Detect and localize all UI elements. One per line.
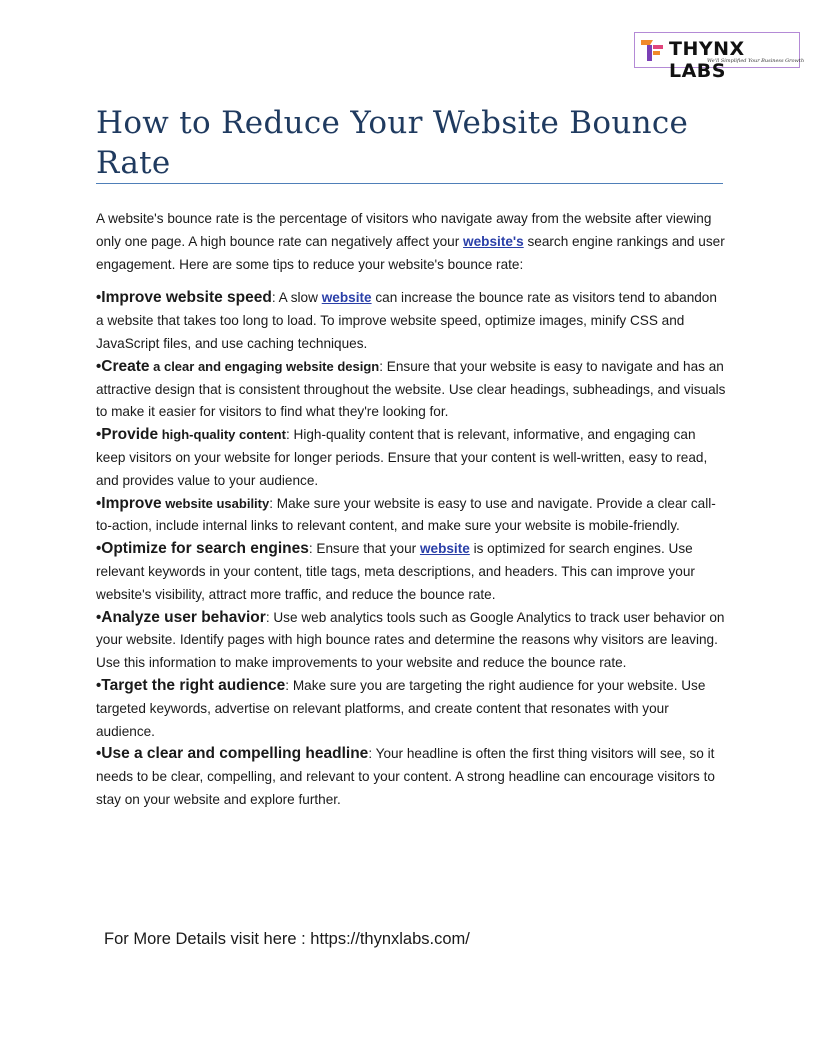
tip-heading-rest: website usability <box>161 495 270 511</box>
tip-list-item <box>96 493 726 539</box>
article-body <box>96 208 726 812</box>
bullet-icon: • <box>96 357 102 375</box>
tip-text: can increase the bounce rate as visitors tend to abandon a website that takes too long to load. To improve website speed, optimize images, minify CSS and JavaScript files, and use caching techniques. <box>96 290 717 351</box>
tip-list-item <box>96 356 726 424</box>
tip-list-item <box>96 424 726 492</box>
intro-paragraph <box>96 208 726 276</box>
tip-heading: Use a clear and compelling headline <box>101 745 369 763</box>
tip-list-item <box>96 607 726 675</box>
tip-text: : Ensure that your website is easy to navigate and has an attractive design that is consistent throughout the website. Use clear headings, subheadings, and visuals to make it easier for visitors to find what they're looking for. <box>96 358 726 420</box>
tip-text: : Make sure your website is easy to use and navigate. Provide a clear call-to-action, include internal links to relevant content, and make sure your website is mobile-friendly. <box>96 495 716 534</box>
tip-list-item <box>96 675 726 743</box>
tip-heading: Optimize for search engines <box>101 540 309 558</box>
bullet-icon: • <box>96 494 102 512</box>
thynx-labs-logo[interactable] <box>634 32 805 82</box>
tip-website-link[interactable]: website <box>419 541 470 557</box>
tip-list-item <box>96 743 726 811</box>
tip-heading: Improve website speed <box>101 289 272 307</box>
logo-brand-text: THYNX LABS <box>669 38 745 82</box>
tip-text: : Ensure that your <box>308 541 420 557</box>
bullet-icon: • <box>96 745 102 763</box>
tip-list-item <box>96 538 726 606</box>
tip-heading: Target the right audience <box>101 676 286 694</box>
page-title: How to Reduce Your Website Bounce Rate <box>96 105 689 181</box>
tip-text: : A slow <box>271 290 322 306</box>
tip-website-link[interactable]: website <box>321 290 372 306</box>
bullet-icon: • <box>96 289 102 307</box>
intro-website-link[interactable]: website's <box>463 233 524 249</box>
tip-heading-rest: a clear and engaging website design <box>149 358 380 374</box>
footer-details-link[interactable]: For More Details visit here : https://thynxlabs.com/ <box>104 930 470 948</box>
tip-heading-rest: high-quality content <box>158 427 286 443</box>
tip-heading: Create <box>101 357 150 375</box>
tip-heading: Provide <box>101 426 159 444</box>
bullet-icon: • <box>96 426 102 444</box>
bullet-icon: • <box>96 676 102 694</box>
title-underline-divider <box>96 183 723 184</box>
tip-list-item <box>96 287 726 355</box>
tip-text: is optimized for search engines. Use relevant keywords in your content, title tags, meta descriptions, and headers. This can improve your website's visibility, attract more traffic, and reduce the bounce rate. <box>96 541 695 602</box>
thynx-logo-mark-icon <box>639 37 665 63</box>
bullet-icon: • <box>96 608 102 626</box>
intro-text-after: search engine rankings and user engagement. Here are some tips to reduce your website's bounce rate: <box>96 233 725 272</box>
intro-text-before: A website's bounce rate is the percentage of visitors who navigate away from the website after viewing only one page. A high bounce rate can negatively affect your <box>96 211 712 249</box>
bullet-icon: • <box>96 540 102 558</box>
tip-text: : Your headline is often the first thing visitors will see, so it needs to be clear, compelling, and relevant to your content. A strong headline can encourage visitors to stay on your website and explore further. <box>96 746 715 807</box>
tip-heading: Analyze user behavior <box>101 608 266 626</box>
tip-heading: Improve <box>101 494 162 512</box>
tip-text: : Use web analytics tools such as Google Analytics to track user behavior on your website. Identify pages with high bounce rates and determine the reasons why visitors are leaving. Use this information to make improvements to your website and reduce the bounce rate. <box>96 609 725 671</box>
tip-text: : Make sure you are targeting the right audience for your website. Use targeted keywords, advertise on relevant platforms, and create content that resonates with your audience. <box>96 677 706 739</box>
tip-text: : High-quality content that is relevant, informative, and engaging can keep visitors on your website for longer periods. Ensure that your content is well-written, easy to read, and provides value to your audience. <box>96 427 708 488</box>
logo-tagline: We'll Simplified Your Business Growth <box>707 58 805 64</box>
